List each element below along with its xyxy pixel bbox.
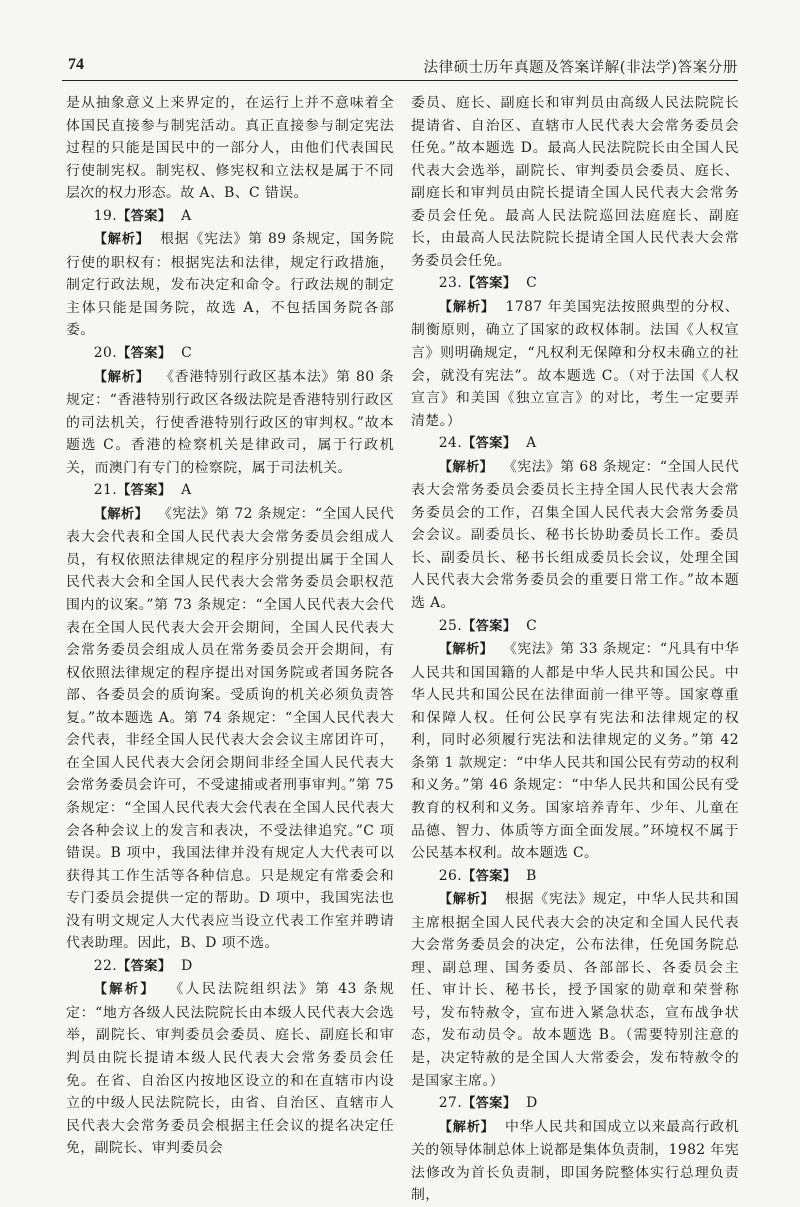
answer-line-26 [411,865,739,889]
analysis-text: 根据《宪法》第 89 条规定，国务院行使的职权有：根据宪法和法律，规定行政措施，制定行政法规，发布决定和命令。行政法规的制定主体只能是国务院，故选 A，不包括国务院各部委。 [66,231,394,339]
analysis-text: 中华人民共和国成立以来最高行政机关的领导体制总体上说都是集体负责制，1982 年宪法修改为首长负责制，即国务院整体实行总理负责制， [411,1118,739,1204]
analysis-label: 【解析】 [93,506,149,522]
page-number: 74 [68,56,84,73]
question-number: 19. [93,207,118,224]
answer-line-20 [66,342,394,366]
running-title: 法律硕士历年真题及答案详解(非法学)答案分册 [423,60,738,76]
answer-label: 【答案】 [117,483,172,499]
answer-label: 【答案】 [462,1096,517,1112]
analysis-label: 【解析】 [438,892,495,908]
question-number: 27. [438,1095,463,1112]
answer-line-25 [411,615,739,639]
analysis-text: 1787 年美国宪法按照典型的分权、制衡原则，确立了国家的政权体制。法国《人权宣言》则明确规定，“凡权利无保障和分权未确立的社会，就没有宪法”。故本题选 C。（对于法国《人权宣言》和美国《独立宣言》的对比，考生一定要弄清楚。） [411,298,739,429]
analysis-text: 《宪法》第 33 条规定：“凡具有中华人民共和国国籍的人都是中华人民共和国公民。中华人民共和国公民在法律面前一律平等。国家尊重和保障人权。任何公民享有宪法和法律规定的权利，同时必须履行宪法和法律规定的义务。”第 42 条第 1 款规定：“中华人民共和国公民有劳动的权利和义务。”第 46 条规定：“中华人民共和国公民有受教育的权利和义务。国家培养青年、少年、儿童在品德、智力、体质等方面全面发展。”环境权不属于公民基本权利。故本题选 C。 [411,641,739,862]
page-header [62,50,738,81]
answer-line-24 [411,432,739,456]
analysis-text: 《宪法》第 72 条规定：“全国人民代表大会代表和全国人民代表大会常务委员会组成人员，有权依照法律规定的程序分别提出属于全国人民代表大会和全国人民代表大会常务委员会职权范围内的议案。”第 73 条规定：“全国人民代表大会代表在全国人民代表大会开会期间，全国人民代表大会常务委员会组成人员在常务委员会开会期间，有权依照法律规定的程序提出对国务院或者国务院各部、各委员会的质询案。受质询的机关必须负责答复。”故本题选 A。第 74 条规定：“全国人民代表大会代表，非经全国人民代表大会会议主席团许可，在全国人民代表大会闭会期间非经全国人民代表大会常务委员会许可，不受逮捕或者刑事审判。”第 75 条规定：“全国人民代表大会代表在全国人民代表大会各种会议上的发言和表决，不受法律追究。”C 项错误。B 项中，我国法律并没有规定人大代表可以获得其工作生活等各种信息。只是规定有常委会和专门委员会提供一定的帮助。D 项中，我国宪法也没有明文规定人大代表应当设立代表工作室并聘请代表助理。因此，B、D 项不选。 [66,505,394,952]
analysis-paragraph-22 [66,978,394,1159]
answer-line-23 [411,272,739,296]
paragraph-continuation: 是从抽象意义上来界定的，在运行上并不意味着全体国民直接参与制宪活动。真正直接参与制定宪法过程的只能是国民中的一部分人，由他们代表国民行使制宪权。制宪权、修宪权和立法权是属于不同层次的权力形态。故 A、B、C 错误。 [66,95,394,202]
right-column [411,92,739,1207]
analysis-paragraph-20 [66,366,394,480]
analysis-paragraph-19 [66,228,394,342]
analysis-text: 《宪法》第 68 条规定：“全国人民代表大会常务委员会委员长主持全国人民代表大会常务委员会的工作，召集全国人民代表大会常务委员会会议。副委员长、秘书长协助委员长工作。委员长、副委员长、秘书长组成委员长会议，处理全国人民代表大会常务委员会的重要日常工作。”故本题选 A。 [411,458,739,612]
question-number: 25. [438,617,463,634]
analysis-text: 《人民法院组织法》第 43 条规定：“地方各级人民法院院长由本级人民代表大会选举，副院长、审判委员会委员、庭长、副庭长和审判员由院长提请本级人民代表大会常务委员会任免。在省、自治区内按地区设立的和在直辖市内设立的中级人民法院院长，由省、自治区、直辖市人民代表大会常务委员会根据主任会议的提名决定任免，副院长、审判委员会 [66,981,394,1157]
answer-line-22 [66,955,394,979]
answer-label: 【答案】 [117,346,172,362]
analysis-label: 【解析】 [438,642,494,658]
answer-label: 【答案】 [462,868,517,884]
analysis-text: 根据《宪法》规定，中华人民共和国主席根据全国人民代表大会的决定和全国人民代表大会常务委员会的决定，公布法律，任免国务院总理、副总理、国务委员、各部部长、各委员会主任、审计长、秘书长，授予国家的勋章和荣誉称号，发布特赦令，宣布进入紧急状态，宣布战争状态，发布动员令。故本题选 B。（需要特别注意的是，决定特赦的是全国人大常委会，发布特赦令的是国家主席。） [411,891,739,1089]
analysis-label: 【解析】 [438,1119,495,1135]
answer-value: D [526,1095,538,1112]
analysis-paragraph-23 [411,296,739,432]
question-number: 26. [438,867,463,884]
answer-label: 【答案】 [117,208,172,224]
paragraph-continuation: 委员、庭长、副庭长和审判员由高级人民法院院长提请省、自治区、直辖市人民代表大会常务委员会任免。”故本题选 D。最高人民法院院长由全国人民代表大会选举，副院长、审判委员会委员、庭长、副庭长和审判员由院长提请全国人民代表大会常务委员会任免。最高人民法院巡回法庭庭长、副庭长，由最高人民法院院长提请全国人民代表大会常务委员会任免。 [411,95,739,269]
question-number: 21. [93,482,118,499]
answer-line-27 [411,1092,739,1116]
answer-line-19 [66,205,394,229]
question-number: 22. [93,957,118,974]
analysis-paragraph-26 [411,888,739,1092]
question-number: 20. [93,345,118,362]
question-number: 24. [438,435,463,452]
answer-label: 【答案】 [462,436,517,452]
left-column [66,92,394,1160]
question-number: 23. [438,275,463,292]
answer-label: 【答案】 [462,618,517,634]
answer-value: C [526,617,538,634]
analysis-paragraph-25 [411,638,739,864]
answer-value: B [526,867,537,884]
answer-label: 【答案】 [462,276,517,292]
analysis-label: 【解析】 [93,982,156,998]
analysis-label: 【解析】 [438,299,495,315]
analysis-paragraph-27 [411,1116,739,1207]
analysis-label: 【解析】 [93,232,150,248]
answer-value: A [181,207,192,224]
answer-value: A [526,435,537,452]
answer-value: A [181,482,192,499]
answer-label: 【答案】 [117,958,172,974]
answer-value: C [526,275,538,292]
answer-line-21 [66,479,394,503]
analysis-label: 【解析】 [438,459,494,475]
analysis-text: 《香港特别行政区基本法》第 80 条规定：“香港特别行政区各级法院是香港特别行政区的司法机关，行使香港特别行政区的审判权。”故本题选 C。香港的检察机关是律政司，属于行政机关，而澳门有专门的检察院，属于司法机关。 [66,368,394,476]
analysis-paragraph-21 [66,503,394,955]
analysis-label: 【解析】 [93,369,150,385]
answer-value: C [181,345,193,362]
answer-value: D [181,957,193,974]
analysis-paragraph-24 [411,456,739,615]
